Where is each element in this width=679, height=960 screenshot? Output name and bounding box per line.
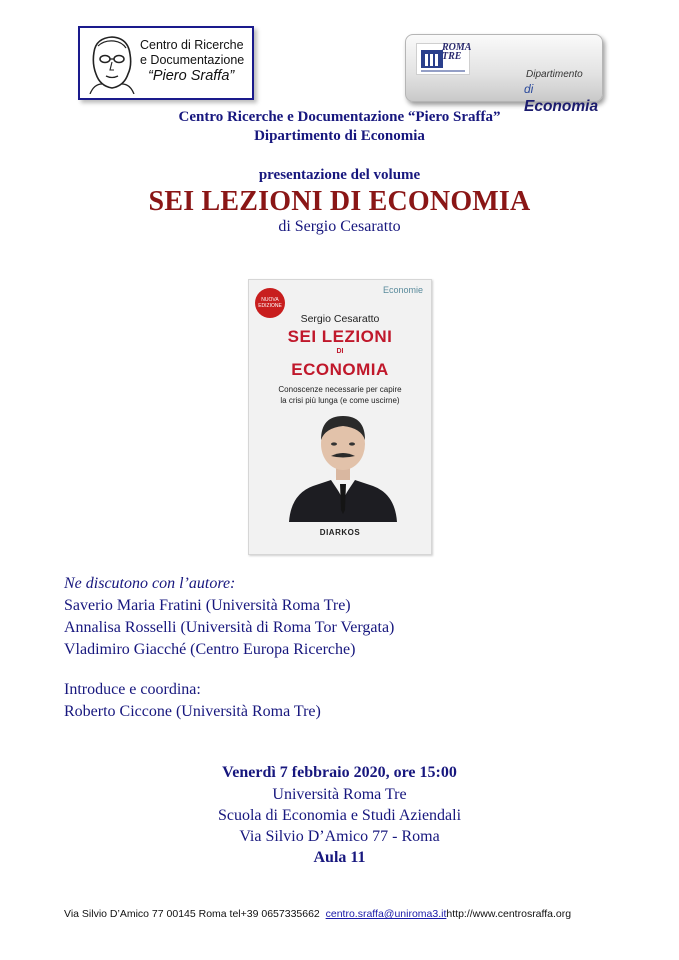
centre-title: Centro Ricerche e Documentazione “Piero Sraffa” [178, 109, 501, 125]
cover-publisher: DIARKOS [319, 528, 361, 537]
cover-series-label: Economie [382, 285, 423, 295]
footer-email-link[interactable]: centro.sraffa@uniroma3.it [325, 908, 447, 920]
event-address: Via Silvio D’Amico 77 - Roma [239, 828, 440, 845]
roma-tre-department-logo [405, 34, 603, 115]
discussant-item: Annalisa Rosselli (Università di Roma Tor Vergata) [64, 619, 395, 636]
book-author: di Sergio Cesaratto [278, 218, 401, 235]
discussant-item: Vladimiro Giacché (Centro Europa Ricerche) [64, 641, 356, 658]
event-venue-school: Scuola di Economia e Studi Aziendali [217, 807, 462, 824]
book-title: SEI LEZIONI DI ECONOMIA [148, 186, 531, 217]
new-edition-badge: NUOVA EDIZIONE [255, 288, 285, 318]
portrait-icon [84, 32, 140, 94]
presentation-label: presentazione del volume [258, 167, 421, 183]
cover-author: Sergio Cesaratto [300, 313, 380, 325]
book-cover-image [248, 279, 432, 555]
cover-subtitle: Conoscenze necessarie per capire la crisi più lunga (e come uscirne) [278, 385, 402, 405]
cover-title-line-3: ECONOMIA [291, 360, 389, 379]
department-logo-line-1: Dipartimento [526, 69, 583, 80]
discussant-item: Saverio Maria Fratini (Università Roma Tre) [64, 597, 351, 614]
event-venue: Università Roma Tre [272, 786, 407, 803]
cover-title-line-2: DI [336, 348, 344, 355]
footer-contact [64, 908, 571, 920]
chair-heading: Introduce e coordina: [64, 681, 201, 698]
roma-tre-wordmark: ROMA TRE [442, 42, 472, 62]
event-room: Aula 11 [313, 849, 366, 866]
department-logo-line-2: di Economia [524, 82, 599, 115]
portrait-illustration-icon [283, 410, 403, 522]
chair-name: Roberto Ciccone (Università Roma Tre) [64, 703, 321, 720]
cover-title-line-1: SEI LEZIONI [287, 327, 393, 346]
discussants-heading: Ne discutono con l’autore: [64, 575, 236, 592]
sraffa-centre-logo [78, 26, 254, 100]
sraffa-logo-line-1: Centro di Ricerche [140, 38, 244, 52]
sraffa-logo-line-2: e Documentazione [140, 53, 245, 67]
footer-website-link[interactable]: http://www.centrosraffa.org [446, 908, 572, 920]
department-title: Dipartimento di Economia [254, 128, 425, 144]
event-date: Venerdì 7 febbraio 2020, ore 15:00 [222, 764, 457, 781]
sraffa-logo-line-3: “Piero Sraffa” [148, 68, 235, 84]
footer-address: Via Silvio D’Amico 77 00145 Roma tel+39 0657335662 [64, 908, 320, 920]
